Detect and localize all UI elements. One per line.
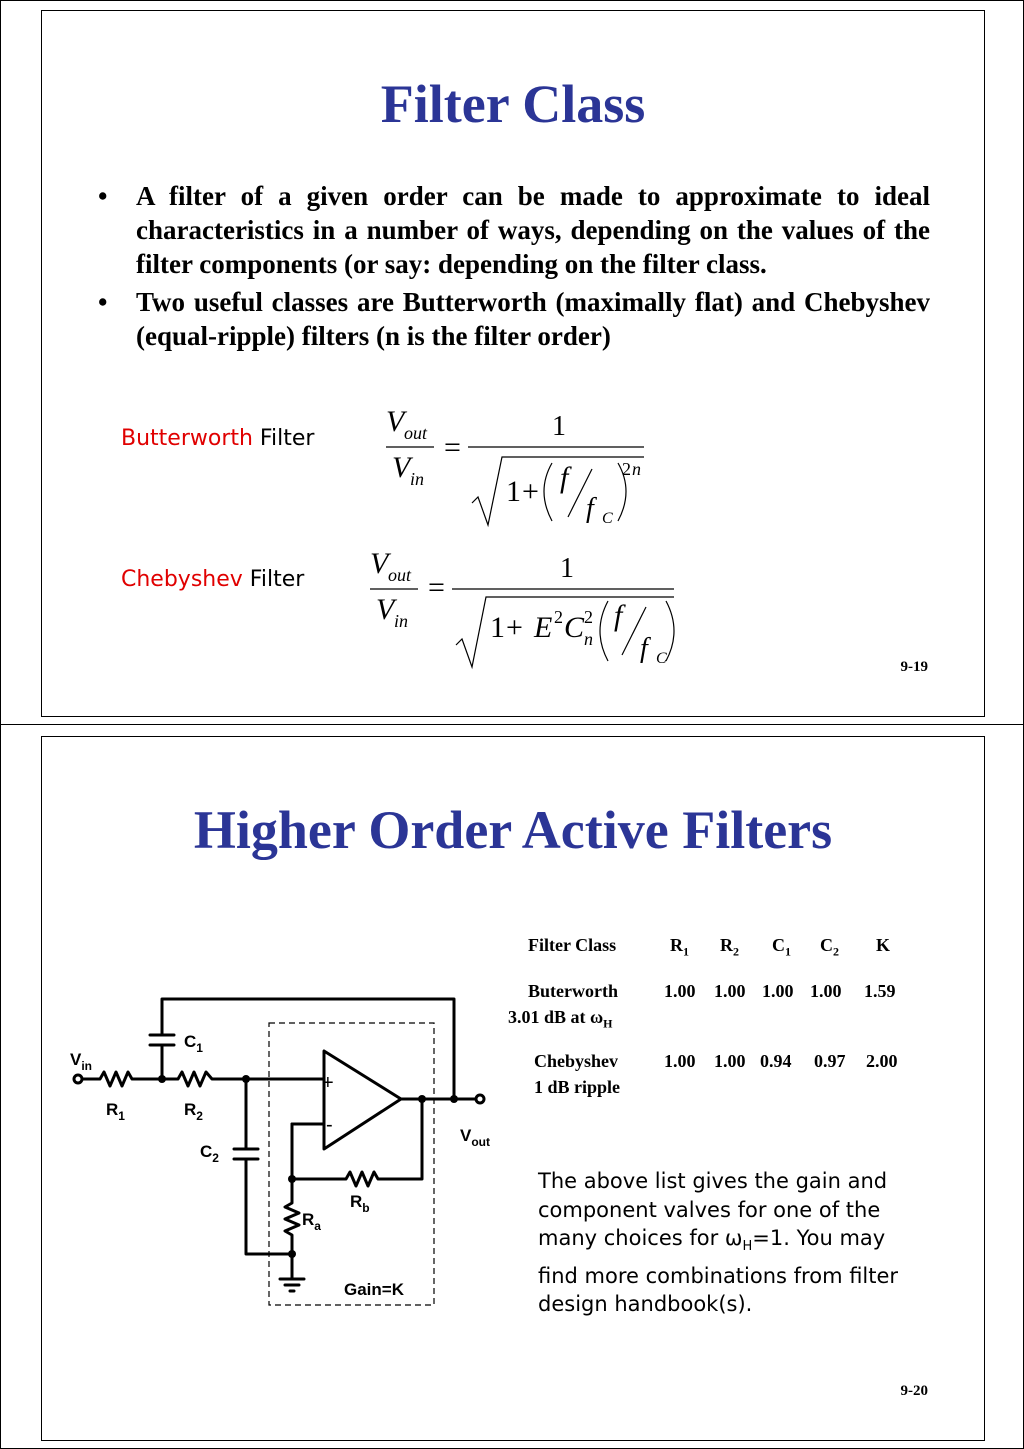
svg-text:C: C (656, 650, 667, 667)
svg-text:1: 1 (560, 553, 574, 584)
bullet-text: Two useful classes are Butterworth (maximally flat) and Chebyshev (equal-ripple) filters (n is the filter order) (136, 287, 930, 351)
svg-text:f: f (640, 633, 648, 664)
table-header-c2: $C_2$ (820, 935, 839, 959)
bullet-dot-icon: • (98, 287, 108, 317)
slide-number: 9-20 (900, 1383, 928, 1399)
table-row-chebyshev-sub: 1 dB ripple (534, 1077, 621, 1097)
svg-text:C: C (602, 510, 613, 527)
svg-text:f: f (614, 599, 623, 632)
slide-title: Filter Class (380, 74, 646, 134)
svg-text:C: C (564, 611, 585, 644)
table-row-butterworth-name: Buterworth (528, 981, 618, 1001)
svg-text:n: n (632, 459, 641, 479)
svg-text:1: 1 (506, 475, 521, 508)
table-cell: 0.94 (760, 1051, 792, 1071)
svg-text:n: n (584, 629, 593, 649)
filter-suffix: Filter (242, 567, 305, 592)
table-row-chebyshev-name: Chebyshev (534, 1051, 619, 1071)
svg-text:out: out (388, 565, 412, 585)
bullet-text: A filter of a given order can be made to approximate to ideal characteristics in a number of ways, depending on the values of the filter components (or say: depending on the filter class. (136, 181, 930, 279)
bullet-item (94, 179, 930, 281)
table-cell: 1.00 (664, 981, 696, 1001)
chebyshev-equation (356, 541, 686, 671)
svg-text:out: out (404, 423, 428, 443)
svg-text:2: 2 (584, 607, 593, 627)
bullet-list (94, 179, 930, 357)
slide-higher-order-active-filters (41, 736, 985, 1441)
svg-text:1: 1 (490, 611, 505, 644)
bullet-item (94, 285, 930, 353)
vout-label: $V_{out}$ (460, 1126, 490, 1149)
butterworth-name: Butterworth (121, 426, 253, 451)
svg-text:V: V (370, 547, 389, 580)
table-cell: 1.00 (714, 981, 746, 1001)
page-divider (0, 724, 1024, 725)
r2-label: $R_2$ (184, 1100, 203, 1123)
slide-number: 9-19 (900, 659, 928, 675)
table-cell: 1.00 (714, 1051, 746, 1071)
c2-label: $C_2$ (200, 1142, 219, 1165)
explanatory-note: The above list gives the gain and component valves for one of the many choices for $\omega_H=1$. You may find more combinations from filter design handbook(s). (538, 1169, 899, 1317)
chebyshev-filter-label (121, 567, 304, 592)
svg-text:V: V (376, 593, 395, 626)
svg-text:+: + (522, 475, 539, 508)
gain-label: Gain=K (344, 1280, 404, 1299)
table-cell: 1.00 (762, 981, 794, 1001)
table-header-r1: $R_1$ (670, 935, 689, 959)
svg-text:=: = (444, 431, 461, 464)
vin-label: $V_{in}$ (70, 1050, 93, 1073)
inverting-input-sign: - (326, 1114, 333, 1136)
table-header-c1: $C_1$ (772, 935, 791, 959)
butterworth-filter-label (121, 426, 314, 451)
svg-text:V: V (386, 405, 405, 438)
table-cell: 0.97 (814, 1051, 846, 1071)
table-cell: 1.00 (664, 1051, 696, 1071)
table-row-butterworth-sub: 3.01 dB at $\omega_H$ (508, 1007, 613, 1031)
chebyshev-name: Chebyshev (121, 567, 243, 592)
svg-text:V: V (392, 451, 411, 484)
table-cell: 2.00 (866, 1051, 898, 1071)
sallen-key-circuit-diagram (66, 989, 516, 1314)
noninverting-input-sign: + (322, 1072, 334, 1094)
butterworth-equation (372, 399, 672, 529)
svg-text:in: in (394, 611, 409, 631)
table-header-r2: $R_2$ (720, 935, 739, 959)
table-cell: 1.59 (864, 981, 896, 1001)
slide-title: Higher Order Active Filters (193, 800, 833, 860)
table-header-filter-class: Filter Class (528, 935, 617, 955)
ra-label: $R_a$ (302, 1210, 321, 1233)
svg-text:f: f (586, 493, 594, 524)
svg-text:2: 2 (554, 607, 563, 627)
svg-text:in: in (410, 469, 425, 489)
svg-text:1: 1 (552, 411, 566, 442)
svg-text:+: + (506, 611, 523, 644)
slide-filter-class (41, 10, 985, 717)
filter-suffix: Filter (252, 426, 315, 451)
rb-label: $R_b$ (350, 1192, 370, 1215)
r1-label: $R_1$ (106, 1100, 125, 1123)
svg-text:=: = (428, 571, 445, 604)
c1-label: $C_1$ (184, 1032, 203, 1055)
table-header-k: K (876, 935, 891, 955)
svg-text:2: 2 (622, 459, 631, 479)
bullet-dot-icon: • (98, 181, 108, 211)
table-cell: 1.00 (810, 981, 842, 1001)
svg-text:E: E (534, 611, 553, 644)
svg-text:f: f (560, 461, 569, 494)
